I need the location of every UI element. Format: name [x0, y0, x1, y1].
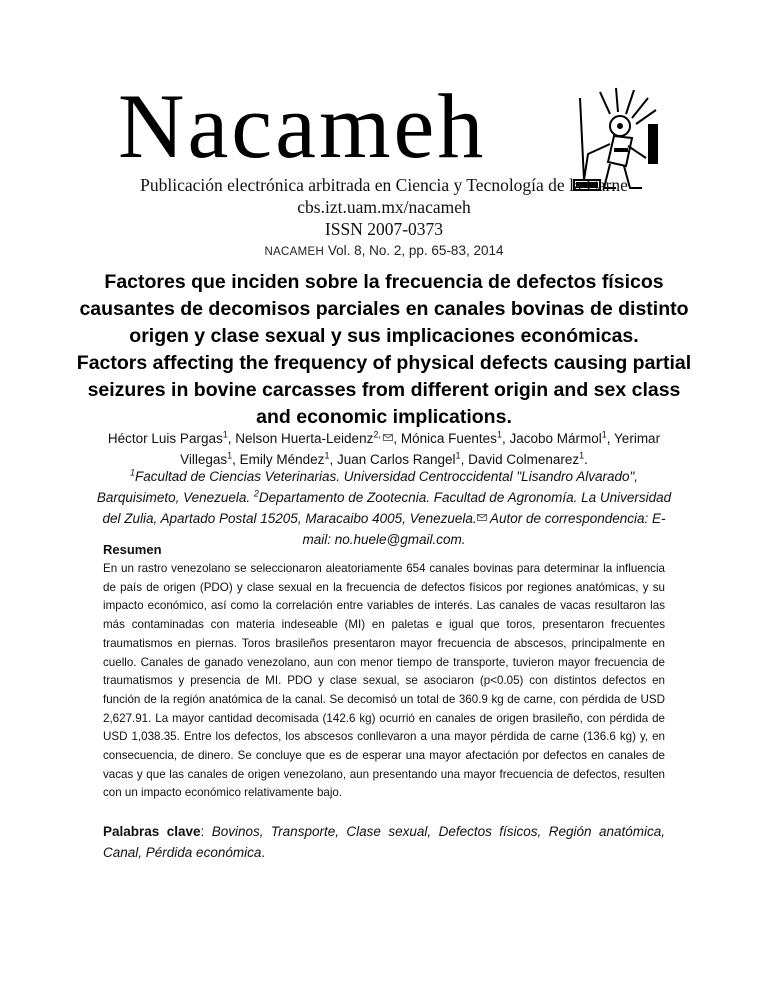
- author-list: [90, 428, 678, 470]
- author: Yerimar Villegas$^1$,: [180, 431, 661, 467]
- author: David Colmenarez$^1$.: [468, 450, 588, 467]
- keywords: Palabras clave: Bovinos, Transporte, Clase sexual, Defectos físicos, Región anatómica, Canal, Pérdida económica.: [103, 824, 665, 860]
- author: Nelson Huerta-Leidenz$^{2,}$ ,: [235, 429, 401, 446]
- correspondence-email[interactable]: Autor de correspondencia: E-mail: no.huele@gmail.com.: [302, 511, 666, 547]
- citation-journal: NACAMEH: [264, 246, 325, 258]
- abstract-text: En un rastro venezolano se seleccionaron aleatoriamente 654 canales bovinas para determinar la influencia de país de origen (PDO) y clase sexual en la frecuencia de defectos físicos por regiones anatómicas, y su impacto económico, así como la correlación entre variables de interés. Las canales de vacas resultaron las más contaminadas con materia indeseable (MI) en paletas e igual que toros, presentaron frecuentes traumatismos en piernas. Toros brasileños presentaron mayor frecuencia de abscesos, principalmente en cuello. Canales de ganado venezolano, aun con menor tiempo de transporte, tuvieron mayor frecuencia de traumatismos y presencia de MI. PDO y clase sexual, se asociaron (p<0.05) con distintos defectos en función de la región anatómica de la canal. Se decomisó un total de 360.9 kg de carne, con pérdida de USD 2,627.91. La mayor cantidad decomisada (142.6 kg) ocurrió en canales de origen brasileño, con pérdida de USD 1,038.35. Entre los defectos, los abscesos conllevaron a una mayor pérdida de carne (136.6 kg) y, en consecuencia, de dinero. Se concluye que es de esperar una mayor afectación por defectos en canales de vacas y que las canales de origen venezolano, aun presentando una mayor frecuencia de defectos, resulten con un impacto económico relativamente bajo.: [103, 562, 665, 800]
- keywords-label: Palabras clave: [103, 824, 201, 839]
- author: Juan Carlos Rangel$^1$,: [336, 450, 469, 467]
- journal-issn: ISSN 2007-0373: [324, 219, 444, 239]
- abstract-heading: Resumen: [103, 542, 162, 557]
- journal-url[interactable]: cbs.izt.uam.mx/nacameh: [297, 197, 471, 217]
- author: Emily Méndez$^1$,: [239, 450, 337, 467]
- journal-logo-wordmark: Nacameh: [118, 75, 487, 177]
- citation-details: Vol. 8, No. 2, pp. 65-83, 2014: [327, 243, 504, 258]
- author: Jacobo Mármol$^1$,: [509, 429, 615, 446]
- journal-masthead: [0, 70, 768, 260]
- title-spanish: Factores que inciden sobre la frecuencia de defectos físicos causantes de decomisos parciales en canales bovinas de distinto origen y clase sexual y sus implicaciones económicas.: [79, 271, 689, 347]
- mail-icon: [383, 434, 393, 441]
- author: Héctor Luis Pargas$^1$,: [107, 429, 236, 446]
- citation-line: [0, 243, 768, 258]
- journal-subtitle: Publicación electrónica arbitrada en Ciencia y Tecnología de la Carne: [140, 175, 628, 195]
- keywords-list: Bovinos, Transporte, Clase sexual, Defectos físicos, Región anatómica, Canal, Pérdida económica: [103, 824, 665, 860]
- affiliations: $^1$Facultad de Ciencias Veterinarias. Universidad Centroccidental "Lisandro Alvarado", Barquisimeto, Venezuela. $^2$Departamento de Zootecnia. Facultad de Agronomía. La Universidad del Zulia, Apartado Postal 15205, Maracaibo 4005, Venezuela. Autor de correspondencia: E-mail: no.huele@gmail.com.: [96, 467, 672, 547]
- author: Mónica Fuentes$^1$,: [400, 429, 510, 446]
- mail-icon: [477, 514, 487, 521]
- title-english: Factors affecting the frequency of physical defects causing partial seizures in bovine carcasses from different origin and sex class and economic implications.: [76, 352, 692, 428]
